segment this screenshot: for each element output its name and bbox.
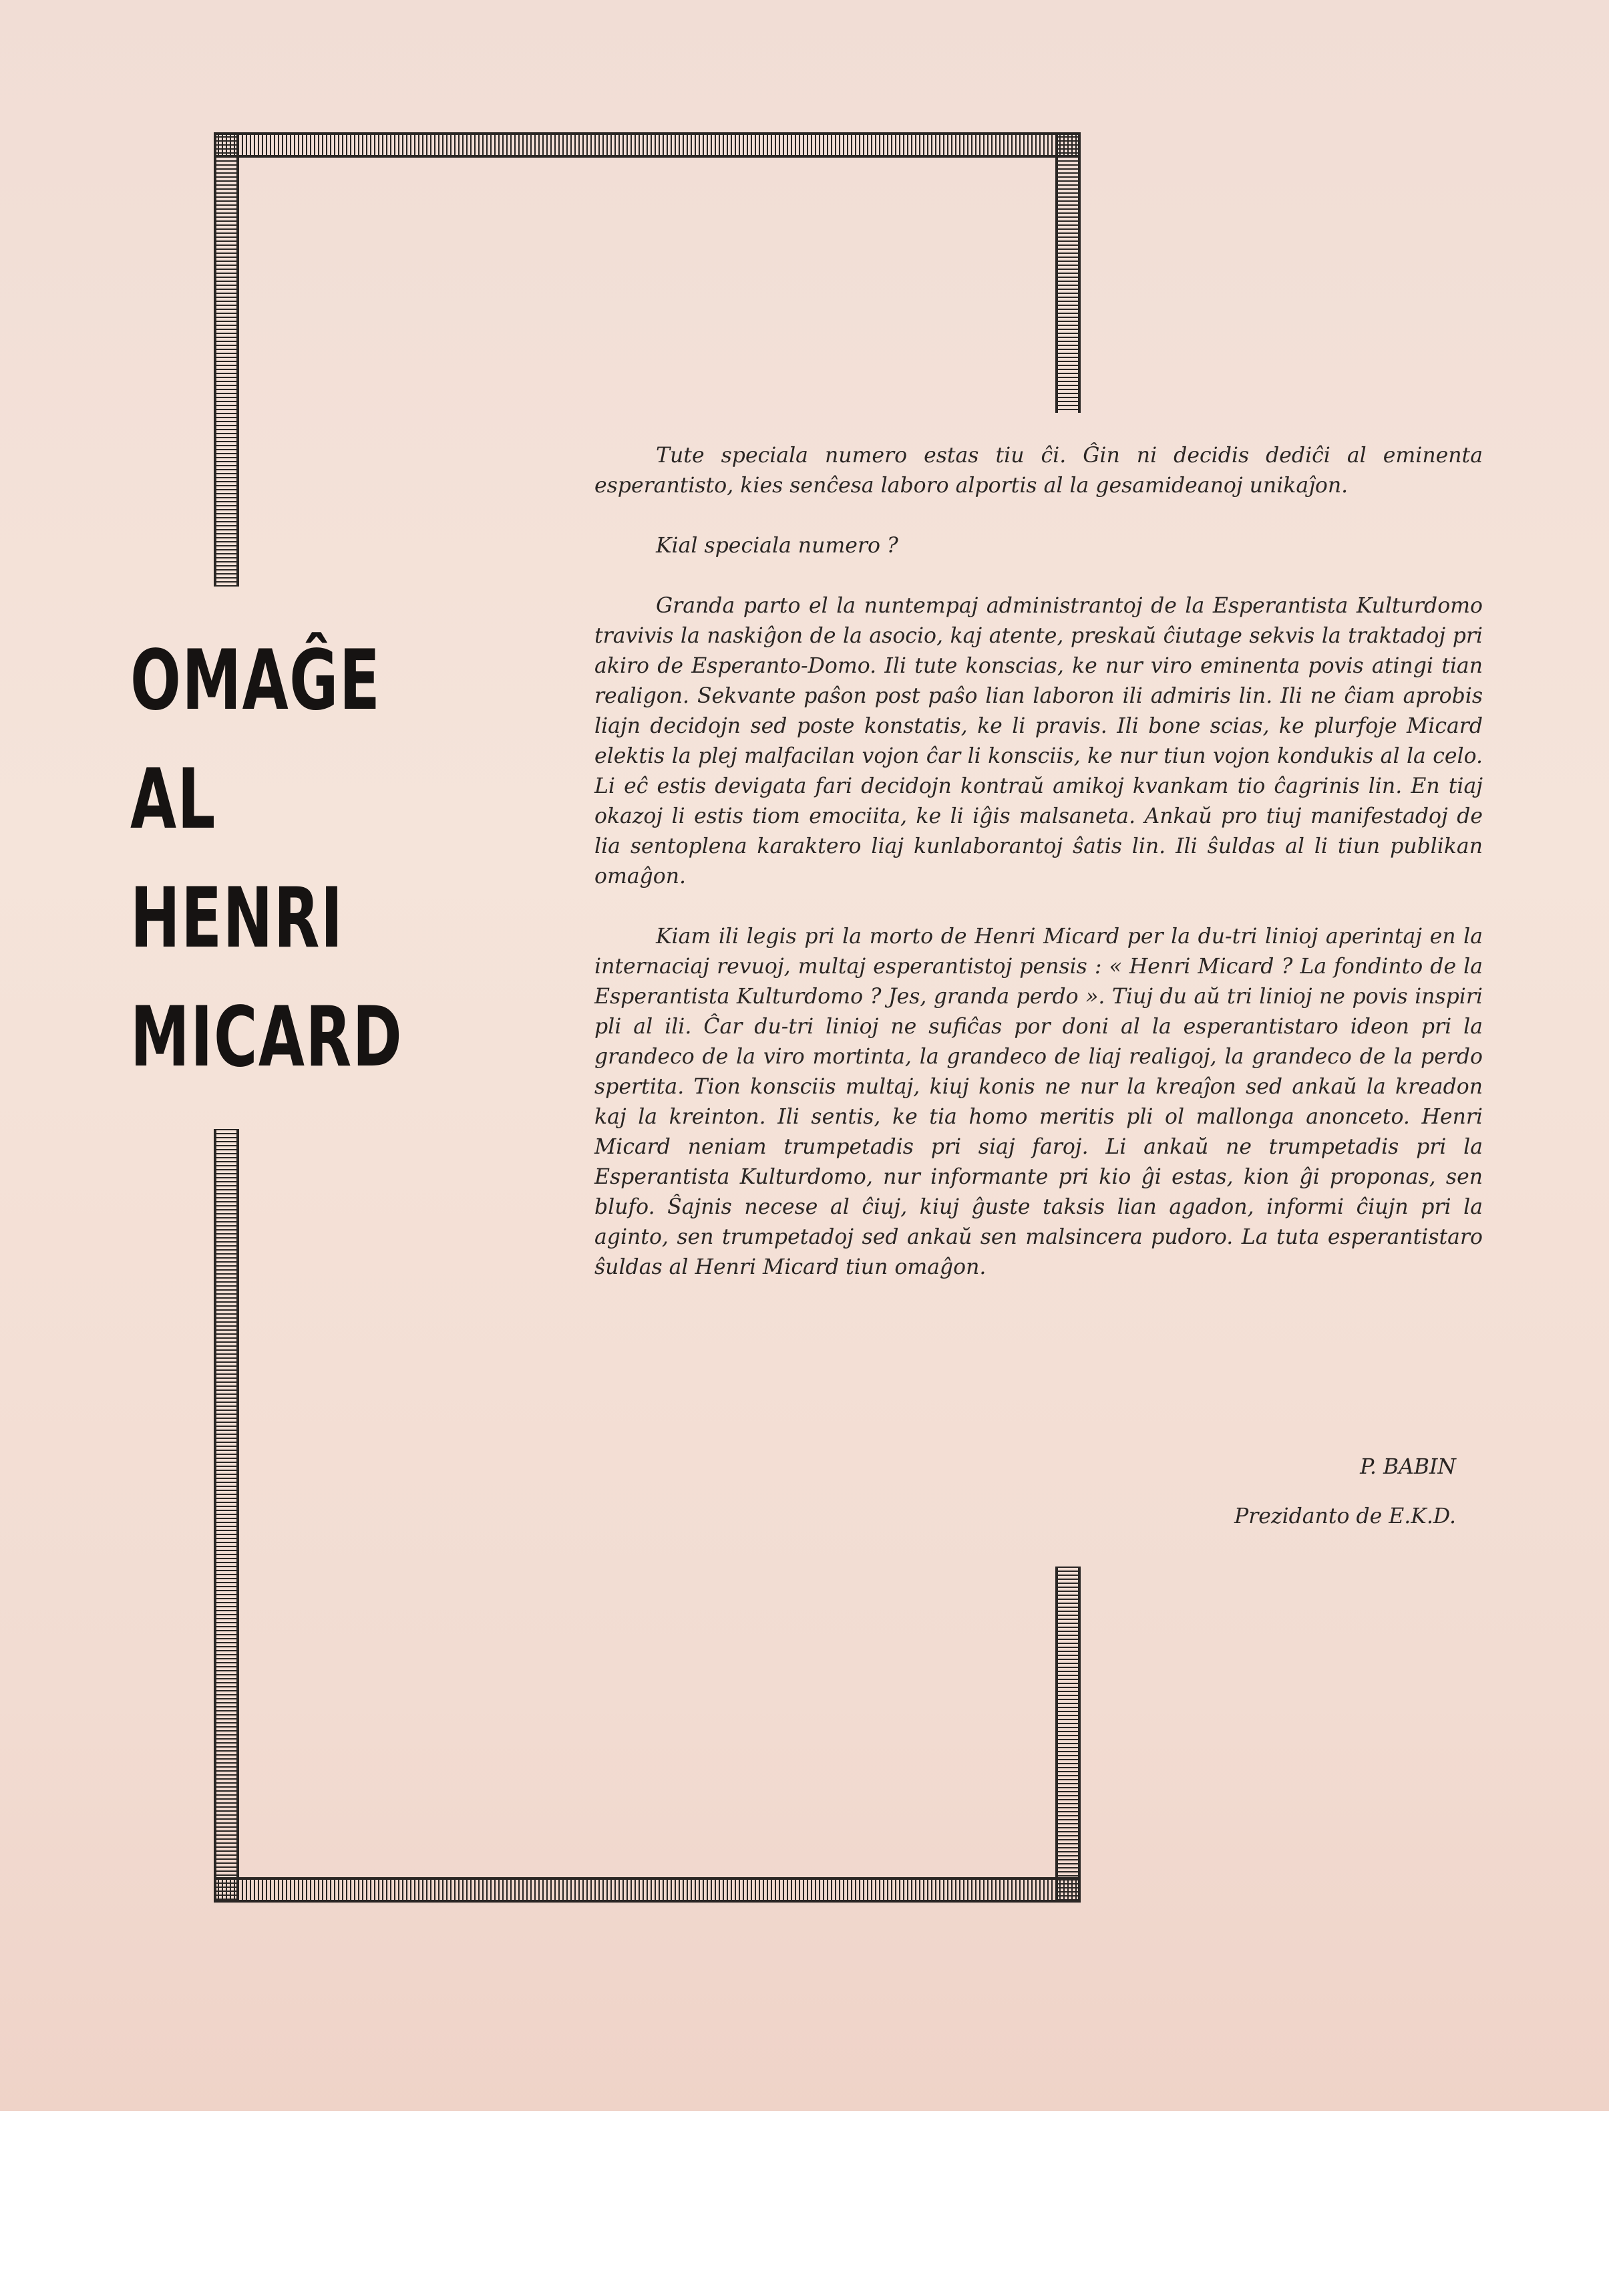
paragraph-intro: Tute speciala numero estas tiu ĉi. Ĝin ni decidis dediĉi al eminenta esperantisto, kies senĉesa laboro alportis al la gesamideanoj unikaĵon.	[594, 444, 1483, 498]
frame-right-lower-rule	[1055, 1567, 1081, 1903]
frame-left-upper-rule	[214, 132, 239, 587]
paragraph-tribute: Kiam ili legis pri la morto de Henri Micard per la du-tri linioj aperintaj en la internaciaj revuoj, multaj esperantistoj pensis : « Henri Micard ? La fondinto de la Esperantista Kulturdomo ? Jes, granda perdo ». Tiuj du aŭ tri linioj ne povis inspiri pli al ili. Ĉar du-tri linioj ne sufiĉas por doni al la esperantistaro ideon pri la grandeco de la viro mortinta, la grandeco de liaj realigoj, la grandeco de la perdo spertita. Tion konsciis multaj, kiuj konis ne nur la kreaĵon sed ankaŭ la kreadon kaj la kreinton. Ili sentis, ke tia homo meritis pli ol mallonga anonceto. Henri Micard neniam trumpetadis pri siaj faroj. Li ankaŭ ne trumpetadis pri la Esperantista Kulturdomo, nur informante pri kio ĝi estas, kion ĝi proponas, sen blufo. Ŝajnis necese al ĉiuj, kiuj ĝuste taksis lian agadon, informi ĉiujn pri la aginto, sen trumpetadoj sed ankaŭ sen malsincera pudoro. La tuta esperantistaro ŝuldas al Henri Micard tiun omaĝon.	[594, 925, 1483, 1279]
paragraph-question: Kial speciala numero ?	[656, 534, 898, 558]
frame-left-lower-rule	[214, 1129, 239, 1903]
signature-role: Prezidanto de E.K.D.	[1234, 1504, 1456, 1528]
article-body	[594, 441, 1483, 1313]
frame-bottom-rule	[214, 1877, 1081, 1903]
frame-top-rule	[214, 132, 1081, 158]
headline-line-4: MICARD	[130, 989, 403, 1086]
headline-line-2: AL	[130, 752, 216, 848]
headline	[130, 621, 403, 1097]
headline-line-1: OMAĜE	[130, 633, 381, 729]
signature-name: P. BABIN	[1360, 1455, 1456, 1479]
headline-line-3: HENRI	[130, 870, 344, 967]
frame-right-upper-rule	[1055, 132, 1081, 413]
paragraph-history: Granda parto el la nuntempaj administrantoj de la Esperantista Kulturdomo travivis la naskiĝon de la asocio, kaj atente, preskaŭ ĉiutage sekvis la traktadoj pri akiro de Esperanto-Domo. Ili tute konscias, ke nur viro eminenta povis atingi tian realigon. Sekvante paŝon post paŝo lian laboron ili admiris lin. Ili ne ĉiam aprobis liajn decidojn sed poste konstatis, ke li pravis. Ili bone scias, ke plurfoje Micard elektis la plej malfacilan vojon ĉar li konsciis, ke nur tiun vojon kondukis al la celo. Li eĉ estis devigata fari decidojn kontraŭ amikoj kvankam tio ĉagrinis lin. En tiaj okazoj li estis tiom emociita, ke li iĝis malsaneta. Ankaŭ pro tiuj manifestadoj de lia sentoplena karaktero liaj kunlaborantoj ŝatis lin. Ili ŝuldas al li tiun publikan omaĝon.	[594, 594, 1483, 888]
